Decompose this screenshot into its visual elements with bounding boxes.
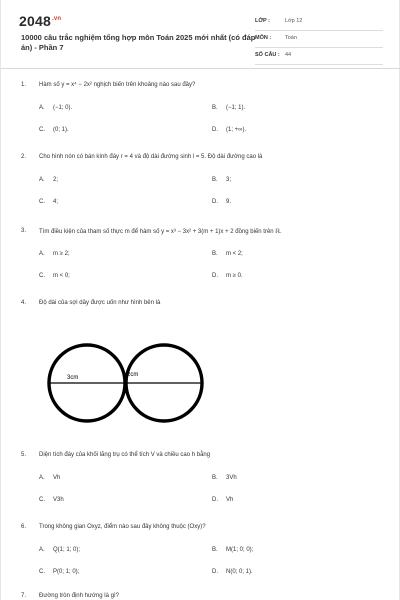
option-label: D. (212, 569, 218, 575)
option-d[interactable] (212, 497, 233, 503)
option-text: M(1; 0; 0); (226, 547, 254, 553)
option-text: (0; 1). (53, 127, 69, 133)
option-a[interactable] (39, 251, 70, 257)
question-number: 5. (21, 452, 27, 458)
question-number: 4. (21, 300, 27, 306)
logo-suffix: .vn (51, 16, 62, 23)
option-label: D. (212, 127, 218, 133)
meta-value: Lớp 12 (285, 18, 303, 24)
question-number: 6. (21, 524, 27, 530)
question-stem: Đường tròn định hướng là gì? (39, 593, 119, 599)
option-label: D. (212, 497, 218, 503)
option-a[interactable] (39, 475, 60, 481)
option-text: P(0; 1; 0); (53, 569, 80, 575)
question-number: 1. (21, 82, 27, 88)
option-label: A. (39, 475, 45, 481)
option-text: m ≥ 0. (226, 273, 243, 279)
option-text: m < 2; (226, 251, 243, 257)
option-c[interactable] (39, 569, 79, 575)
option-a[interactable] (39, 105, 72, 111)
option-text: 4; (53, 199, 59, 205)
meta-key: SỐ CÂU : (255, 52, 280, 58)
question-number: 2. (21, 154, 27, 160)
document-meta (255, 14, 383, 65)
option-c[interactable] (39, 273, 70, 279)
question-stem: Diện tích đáy của khối lăng trụ có thể tích V và chiều cao h bằng (39, 452, 211, 458)
question-stem: Trong không gian Oxyz, điểm nào sau đây không thuộc (Oxy)? (39, 524, 206, 530)
option-text: m ≥ 2; (53, 251, 70, 257)
option-text: V3h (53, 497, 64, 503)
option-label: B. (212, 251, 218, 257)
option-label: A. (39, 547, 45, 553)
option-text: 2; (53, 177, 59, 183)
option-text: N(0; 0; 1). (226, 569, 253, 575)
option-b[interactable] (212, 105, 245, 111)
question-number: 7. (21, 593, 27, 599)
option-label: C. (39, 569, 45, 575)
option-text: Vh (53, 475, 61, 481)
option-label: B. (212, 547, 218, 553)
option-b[interactable] (212, 251, 243, 257)
option-c[interactable] (39, 199, 58, 205)
wire-figure (39, 335, 219, 435)
option-label: A. (39, 251, 45, 257)
meta-count (255, 48, 383, 65)
option-label: D. (212, 199, 218, 205)
question-stem: Cho hình nón có bán kính đáy r = 4 và độ dài đường sinh l = 5. Độ dài đường cao là (39, 154, 263, 160)
option-d[interactable] (212, 273, 243, 279)
site-logo[interactable] (19, 13, 61, 29)
option-text: 3; (226, 177, 232, 183)
option-text: Q(1; 1; 0); (53, 547, 81, 553)
option-label: C. (39, 497, 45, 503)
option-a[interactable] (39, 547, 80, 553)
option-label: A. (39, 177, 45, 183)
question-stem: Hàm số y = x⁴ − 2x² nghịch biến trên khoảng nào sau đây? (39, 82, 196, 88)
option-label: D. (212, 273, 218, 279)
option-text: Vh (226, 497, 234, 503)
question-stem: Độ dài của sợi dây được uốn như hình bên là (39, 300, 161, 306)
meta-value: 44 (285, 52, 292, 58)
option-label: C. (39, 273, 45, 279)
option-label: B. (212, 105, 218, 111)
option-text: (1; +∞). (226, 127, 247, 133)
option-label: B. (212, 177, 218, 183)
option-d[interactable] (212, 569, 253, 575)
option-c[interactable] (39, 127, 69, 133)
meta-class (255, 14, 383, 31)
option-text: 3Vh (226, 475, 237, 481)
question-number: 3. (21, 228, 27, 234)
document-header (1, 0, 400, 68)
left-radius-label: 3cm (67, 375, 79, 381)
logo-text: 2048 (19, 13, 51, 29)
option-b[interactable] (212, 475, 237, 481)
header-divider (1, 68, 400, 69)
meta-value: Toán (285, 35, 297, 41)
right-radius-label: 2cm (127, 372, 139, 378)
document-title: 10000 câu trắc nghiệm tổng hợp môn Toán 2025 mới nhất (có đáp án) - Phần 7 (21, 33, 256, 52)
question-stem: Tìm điều kiện của tham số thực m để hàm số y = x³ − 3x² + 3(m + 1)x + 2 đồng biến trên ℝ. (39, 229, 282, 235)
option-text: (−1; 1). (226, 105, 246, 111)
option-label: B. (212, 475, 218, 481)
option-a[interactable] (39, 177, 58, 183)
option-label: C. (39, 127, 45, 133)
option-text: m < 0; (53, 273, 70, 279)
meta-key: MÔN : (255, 35, 272, 41)
option-b[interactable] (212, 547, 253, 553)
option-text: 9. (226, 199, 232, 205)
option-text: (−1; 0). (53, 105, 73, 111)
option-c[interactable] (39, 497, 64, 503)
option-d[interactable] (212, 127, 246, 133)
option-label: C. (39, 199, 45, 205)
option-label: A. (39, 105, 45, 111)
option-b[interactable] (212, 177, 231, 183)
meta-key: LỚP : (255, 18, 270, 24)
meta-subject (255, 31, 383, 48)
option-d[interactable] (212, 199, 231, 205)
